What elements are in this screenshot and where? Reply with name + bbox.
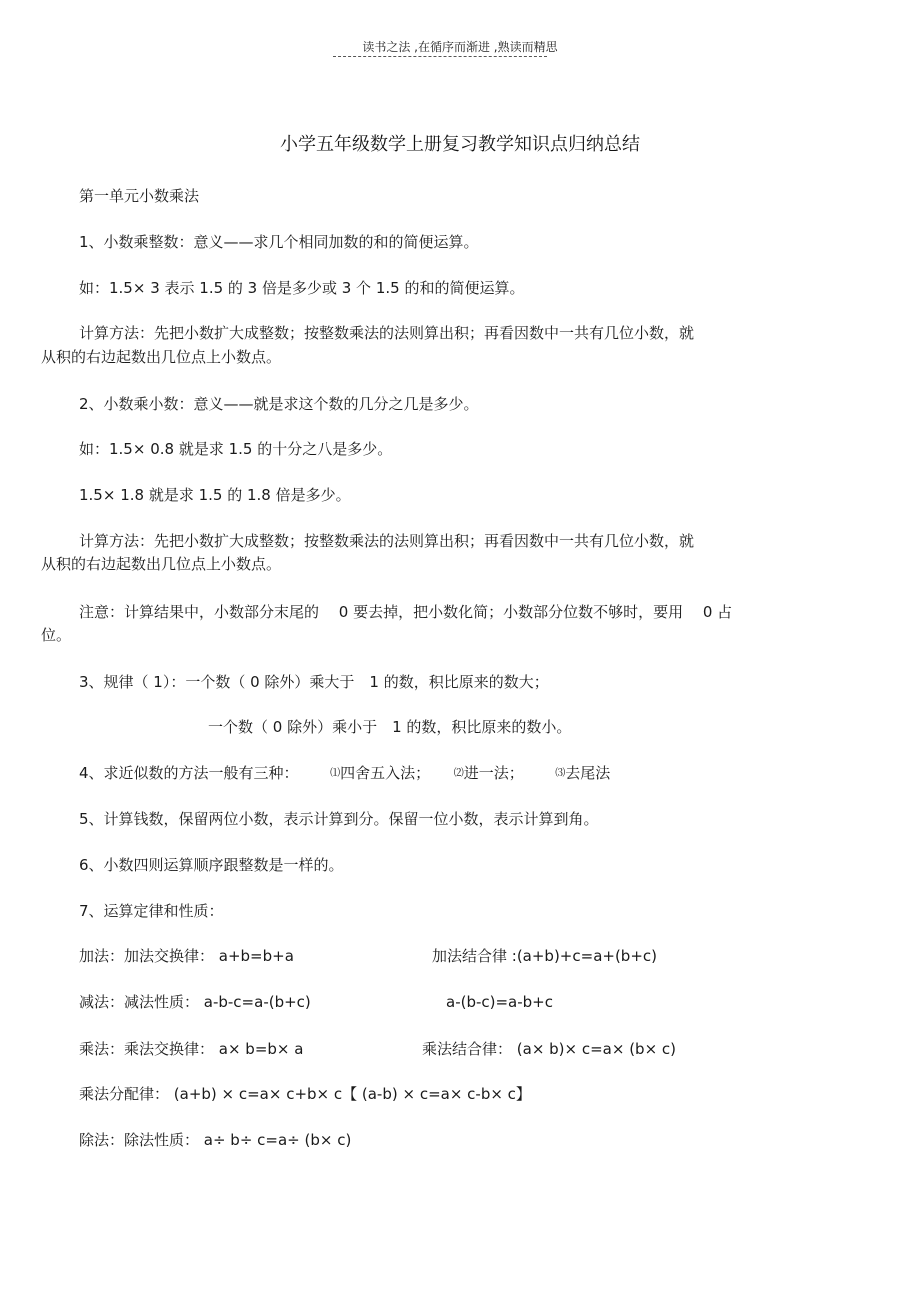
method-3-label: 去尾法 — [565, 764, 611, 782]
section-4-approximation — [79, 762, 610, 785]
section-4-lead: 4、求近似数的方法一般有三种： — [79, 764, 299, 782]
section-2-method-line-2: 从积的右边起数出几位点上小数点。 — [41, 555, 282, 573]
section-6-order: 6、小数四则运算顺序跟整数是一样的。 — [79, 856, 344, 874]
section-2-example-1: 如：1.5× 0.8 就是求 1.5 的十分之八是多少。 — [79, 440, 393, 458]
law-addition-commutative: 加法：加法交换律： a+b=b+a — [79, 947, 294, 965]
page-header: 读书之法 ,在循序而渐进 ,熟读而精思 — [362, 40, 558, 54]
method-1-label: 四舍五入法； — [340, 764, 431, 782]
section-1-definition: 1、小数乘整数：意义——求几个相同加数的和的简便运算。 — [79, 233, 479, 251]
note-line-2: 位。 — [41, 626, 72, 644]
method-1-number: ⑴ — [330, 768, 341, 779]
method-3-number: ⑶ — [555, 768, 566, 779]
section-2-method-line-1: 计算方法：先把小数扩大成整数；按整数乘法的法则算出积；再看因数中一共有几位小数，就 — [79, 532, 695, 550]
law-multiplication-associative: 乘法结合律： (a× b)× c=a× (b× c) — [422, 1040, 677, 1058]
law-multiplication-commutative: 乘法：乘法交换律： a× b=b× a — [79, 1040, 304, 1058]
law-subtraction-property-2: a-(b-c)=a-b+c — [446, 993, 553, 1011]
section-3-rule-2: 一个数（ 0 除外）乘小于 1 的数，积比原来的数小。 — [208, 718, 572, 736]
method-2-number: ⑵ — [453, 768, 464, 779]
section-1-example: 如：1.5× 3 表示 1.5 的 3 倍是多少或 3 个 1.5 的和的简便运算。 — [79, 279, 525, 297]
section-2-example-2: 1.5× 1.8 就是求 1.5 的 1.8 倍是多少。 — [79, 486, 351, 504]
law-multiplication-distributive: 乘法分配律： (a+b) × c=a× c+b× c【 (a-b) × c=a× c-b× c】 — [79, 1085, 531, 1103]
law-division-property: 除法：除法性质： a÷ b÷ c=a÷ (b× c) — [79, 1131, 352, 1149]
unit-heading: 第一单元小数乘法 — [79, 187, 200, 205]
header-dashed-rule — [333, 56, 547, 57]
section-3-rule-1: 3、规律（ 1）：一个数（ 0 除外）乘大于 1 的数，积比原来的数大； — [79, 673, 549, 691]
note-line-1: 注意：计算结果中，小数部分末尾的 0 要去掉，把小数化简；小数部分位数不够时，要用 0 占 — [79, 603, 733, 621]
document-title: 小学五年级数学上册复习教学知识点归纳总结 — [280, 134, 640, 155]
law-subtraction-property-1: 减法：减法性质： a-b-c=a-(b+c) — [79, 993, 311, 1011]
section-1-method-line-2: 从积的右边起数出几位点上小数点。 — [41, 348, 282, 366]
section-2-definition: 2、小数乘小数：意义——就是求这个数的几分之几是多少。 — [79, 395, 479, 413]
section-1-method-line-1: 计算方法：先把小数扩大成整数；按整数乘法的法则算出积；再看因数中一共有几位小数，就 — [79, 324, 695, 342]
method-2-label: 进一法； — [463, 764, 524, 782]
section-7-heading: 7、运算定律和性质： — [79, 902, 224, 920]
law-addition-associative: 加法结合律 :(a+b)+c=a+(b+c) — [432, 947, 657, 965]
section-5-money: 5、计算钱数，保留两位小数，表示计算到分。保留一位小数，表示计算到角。 — [79, 810, 599, 828]
